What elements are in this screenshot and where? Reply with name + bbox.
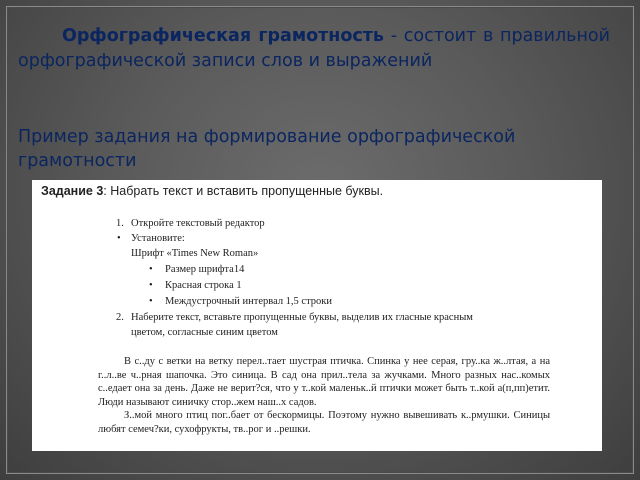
task-label: Задание 3 — [41, 184, 104, 198]
step-1-number: 1. — [116, 218, 124, 229]
step-2-bullet: • — [117, 233, 121, 244]
task-text: : Набрать текст и вставить пропущенные буквы. — [103, 184, 384, 198]
step-2-text: Установите: — [131, 233, 185, 244]
task-title — [41, 184, 383, 198]
step-3-number: 2. — [116, 312, 124, 323]
sub-bullet-2: • — [149, 280, 153, 291]
sub-item-indent: Красная строка 1 — [165, 280, 242, 291]
intro-paragraph — [18, 24, 610, 74]
exercise-paragraph-1: В с..ду с ветки на ветку перел..тает шустрая птичка. Спинка у нее серая, гру..ка ж..лтая, а на г..л..ве ч..рная шапочка. Это синица. В сад она прил..тела за жучками. Много разных нас..комых с..едает она за день. Даже не верит?ся, что у т..кой маленьк..й птички может быть т..кой а(п,пп)етит. Люди называют синичку стор..жем наш..х садов. — [98, 356, 550, 408]
example-heading: Пример задания на формирование орфографической грамотности — [18, 127, 516, 171]
task-image — [32, 180, 602, 451]
step-3-text-a: Наберите текст, вставьте пропущенные буквы, выделив их гласные красным — [131, 312, 473, 323]
sub-bullet-1: • — [149, 264, 153, 275]
font-line: Шрифт «Times New Roman» — [131, 248, 259, 259]
sub-item-spacing: Междустрочный интервал 1,5 строки — [165, 296, 333, 307]
exercise-text — [98, 355, 550, 437]
exercise-paragraph-2: З..мой много птиц пог..бает от бескормицы. Поэтому нужно вывешивать к..рмушки. Синицы любят семеч?ки, сухофрукты, тв..рог и ..решки. — [98, 410, 550, 435]
step-1-text: Откройте текстовый редактор — [131, 218, 265, 229]
step-3-text-b: цветом, согласные синим цветом — [131, 327, 278, 338]
intro-term: Орфографическая грамотность — [62, 26, 384, 46]
intro-definition: - состоит в правильной орфографической записи слов и выражений — [18, 26, 611, 71]
sub-bullet-3: • — [149, 296, 153, 307]
sub-item-font-size: Размер шрифта14 — [165, 264, 245, 275]
